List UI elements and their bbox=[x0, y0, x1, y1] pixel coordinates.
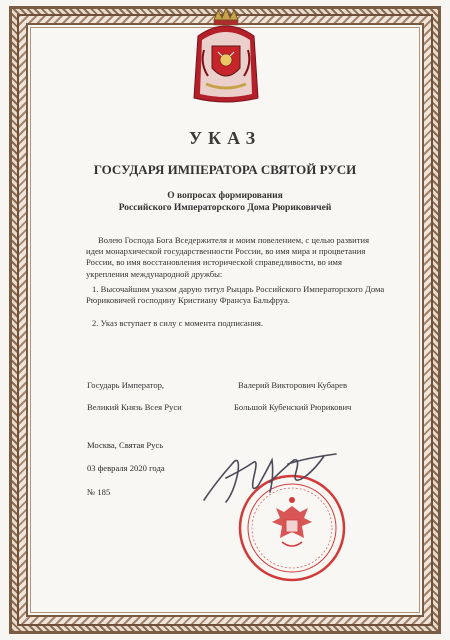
signer-title-line-1: Государь Император, bbox=[87, 380, 165, 390]
decree-paragraph-2: 2. Указ вступает в силу с момента подписания. bbox=[92, 318, 264, 328]
topic-line-1: О вопросах формирования bbox=[167, 191, 283, 201]
issue-place: Москва, Святая Русь bbox=[87, 440, 164, 450]
decree-subtitle: ГОСУДАРЯ ИМПЕРАТОРА СВЯТОЙ РУСИ bbox=[93, 162, 357, 177]
decree-paragraph-1: 1. Высочайшим указом дарую титул Рыцарь Российского Императорского Дома Рюриковичей господину Кристиану Франсуа Бальфруа. bbox=[86, 284, 385, 306]
signer-title-line-2: Великий Князь Всея Руси bbox=[87, 402, 182, 412]
decree-number: № 185 bbox=[87, 487, 111, 497]
decree-paragraph-preamble: Волею Господа Бога Вседержителя и моим повелением, с целью развития идеи монархической государственности России, во имя мира и процветания России, во имя восстановления исторической справедливости, во имя укрепления международной дружбы: bbox=[86, 235, 370, 279]
issue-date: 03 февраля 2020 года bbox=[87, 463, 165, 473]
signer-name: Валерий Викторович Кубарев bbox=[238, 380, 348, 390]
topic-line-2: Российского Императорского Дома Рюриковичей bbox=[118, 203, 332, 213]
coat-of-arms-icon bbox=[190, 6, 262, 106]
decree-title: УКАЗ bbox=[188, 128, 262, 148]
signer-title-name: Большой Кубенский Рюрикович bbox=[234, 402, 352, 412]
decree-topic bbox=[0, 190, 450, 214]
handwritten-signature bbox=[196, 442, 346, 510]
